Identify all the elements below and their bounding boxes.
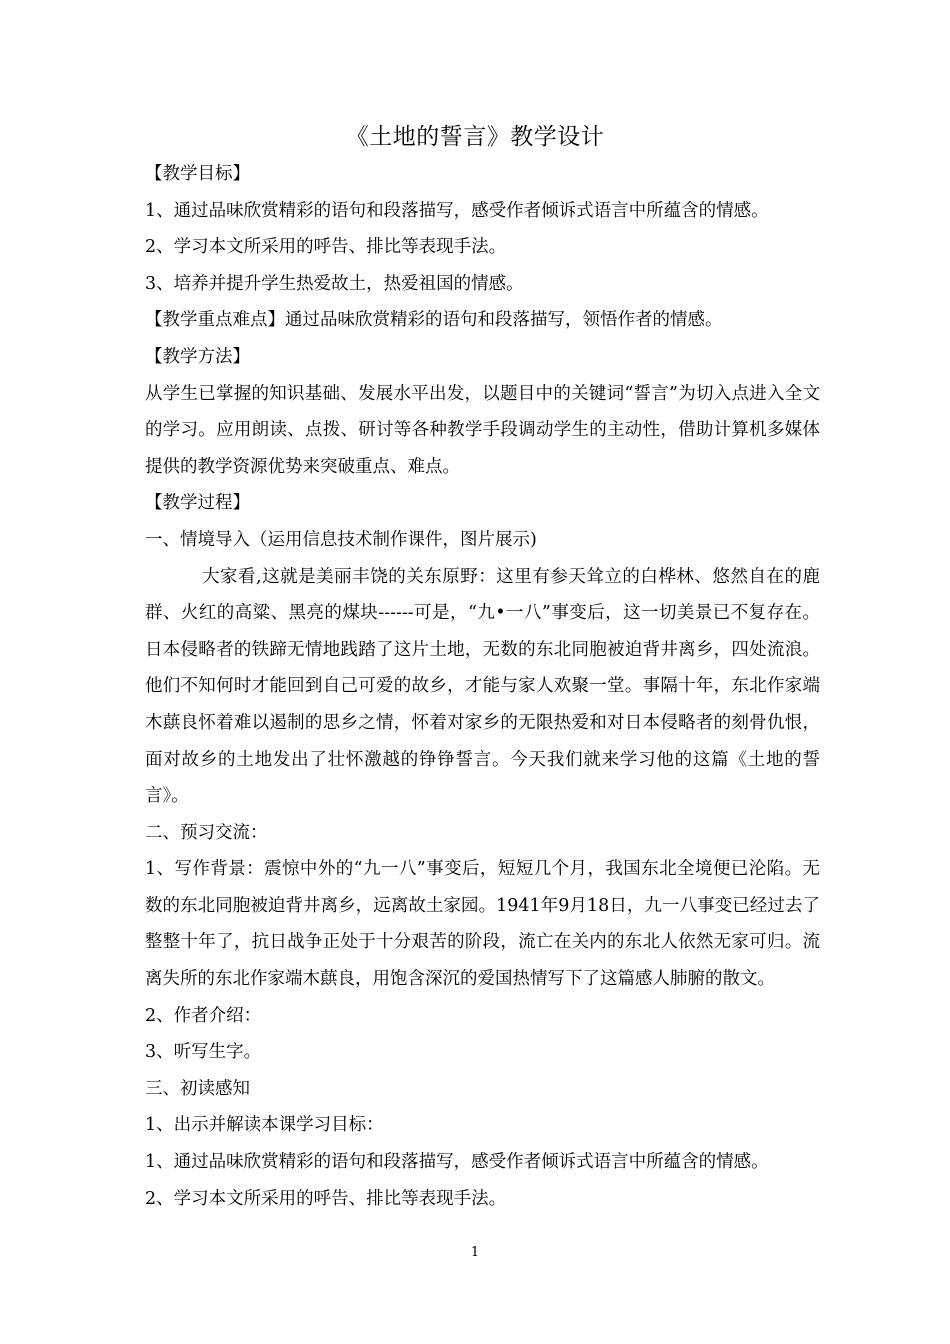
objective-item-1: 1、通过品味欣赏精彩的语句和段落描写，感受作者倾诉式语言中所蕴含的情感。	[145, 200, 769, 221]
section-heading-process: 【教学过程】	[145, 493, 250, 514]
key-difficulties-paragraph: 【教学重点难点】通过品味欣赏精彩的语句和段落描写，领悟作者的情感。	[145, 310, 723, 331]
section-heading-objectives: 【教学目标】	[145, 164, 250, 184]
objective-item-2: 2、学习本文所采用的呼告、排比等表现手法。	[145, 237, 507, 258]
background-paragraph: 1、写作背景：震惊中外的“九一八”事变后，短短几个月，我国东北全境便已沦陷。无数的东北同胞被迫背井离乡，远离故土家园。1941年9月18日，九一八事变已经过去了整整十年了，抗日战争正处于十分艰苦的阶段，流亡在关内的东北人依然无家可归。流离失所的东北作家端木蕻良，用饱含深沉的爱国热情写下了这篇感人肺腑的散文。	[145, 859, 820, 990]
page-number: 1	[470, 1245, 480, 1260]
section-heading-methods: 【教学方法】	[145, 346, 250, 367]
objective-item-3: 3、培养并提升学生热爱故土，热爱祖国的情感。	[145, 273, 524, 294]
dictation-item: 3、听写生字。	[145, 1042, 262, 1063]
introduction-paragraph: 大家看,这就是美丽丰饶的关东原野：这里有参天耸立的白桦林、悠然自在的鹿群、火红的高粱、黑亮的煤块------可是，“九•一八”事变后，这一切美景已不复存在。日本侵略者的铁蹄无情地践踏了这片土地，无数的东北同胞被迫背井离乡，四处流浪。他们不知何时才能回到自己可爱的故乡，才能与家人欢聚一堂。事隔十年，东北作家端木蕻良怀着难以遏制的思乡之情，怀着对家乡的无限热爱和对日本侵略者的刻骨仇恨，面对故乡的土地发出了壮怀激越的铮铮誓言。今天我们就来学习他的这篇《土地的誓言》。	[145, 566, 820, 807]
goal-item-2: 2、学习本文所采用的呼告、排比等表现手法。	[145, 1188, 507, 1209]
document-body	[145, 156, 820, 1217]
learning-goals-item: 1、出示并解读本课学习目标：	[145, 1115, 384, 1136]
step-heading-preview: 二、预习交流：	[145, 822, 268, 843]
step-heading-first-reading: 三、初读感知	[145, 1078, 250, 1099]
author-intro-item: 2、作者介绍：	[145, 1005, 262, 1026]
goal-item-1: 1、通过品味欣赏精彩的语句和段落描写，感受作者倾诉式语言中所蕴含的情感。	[145, 1152, 769, 1173]
document-title: 《土地的誓言》教学设计	[345, 124, 605, 150]
methods-paragraph: 从学生已掌握的知识基础、发展水平出发，以题目中的关键词“誓言”为切入点进入全文的学习。应用朗读、点拨、研讨等各种教学手段调动学生的主动性，借助计算机多媒体提供的教学资源优势来突破重点、难点。	[145, 383, 820, 477]
step-heading-introduction: 一、情境导入（运用信息技术制作课件，图片展示)	[145, 529, 537, 550]
